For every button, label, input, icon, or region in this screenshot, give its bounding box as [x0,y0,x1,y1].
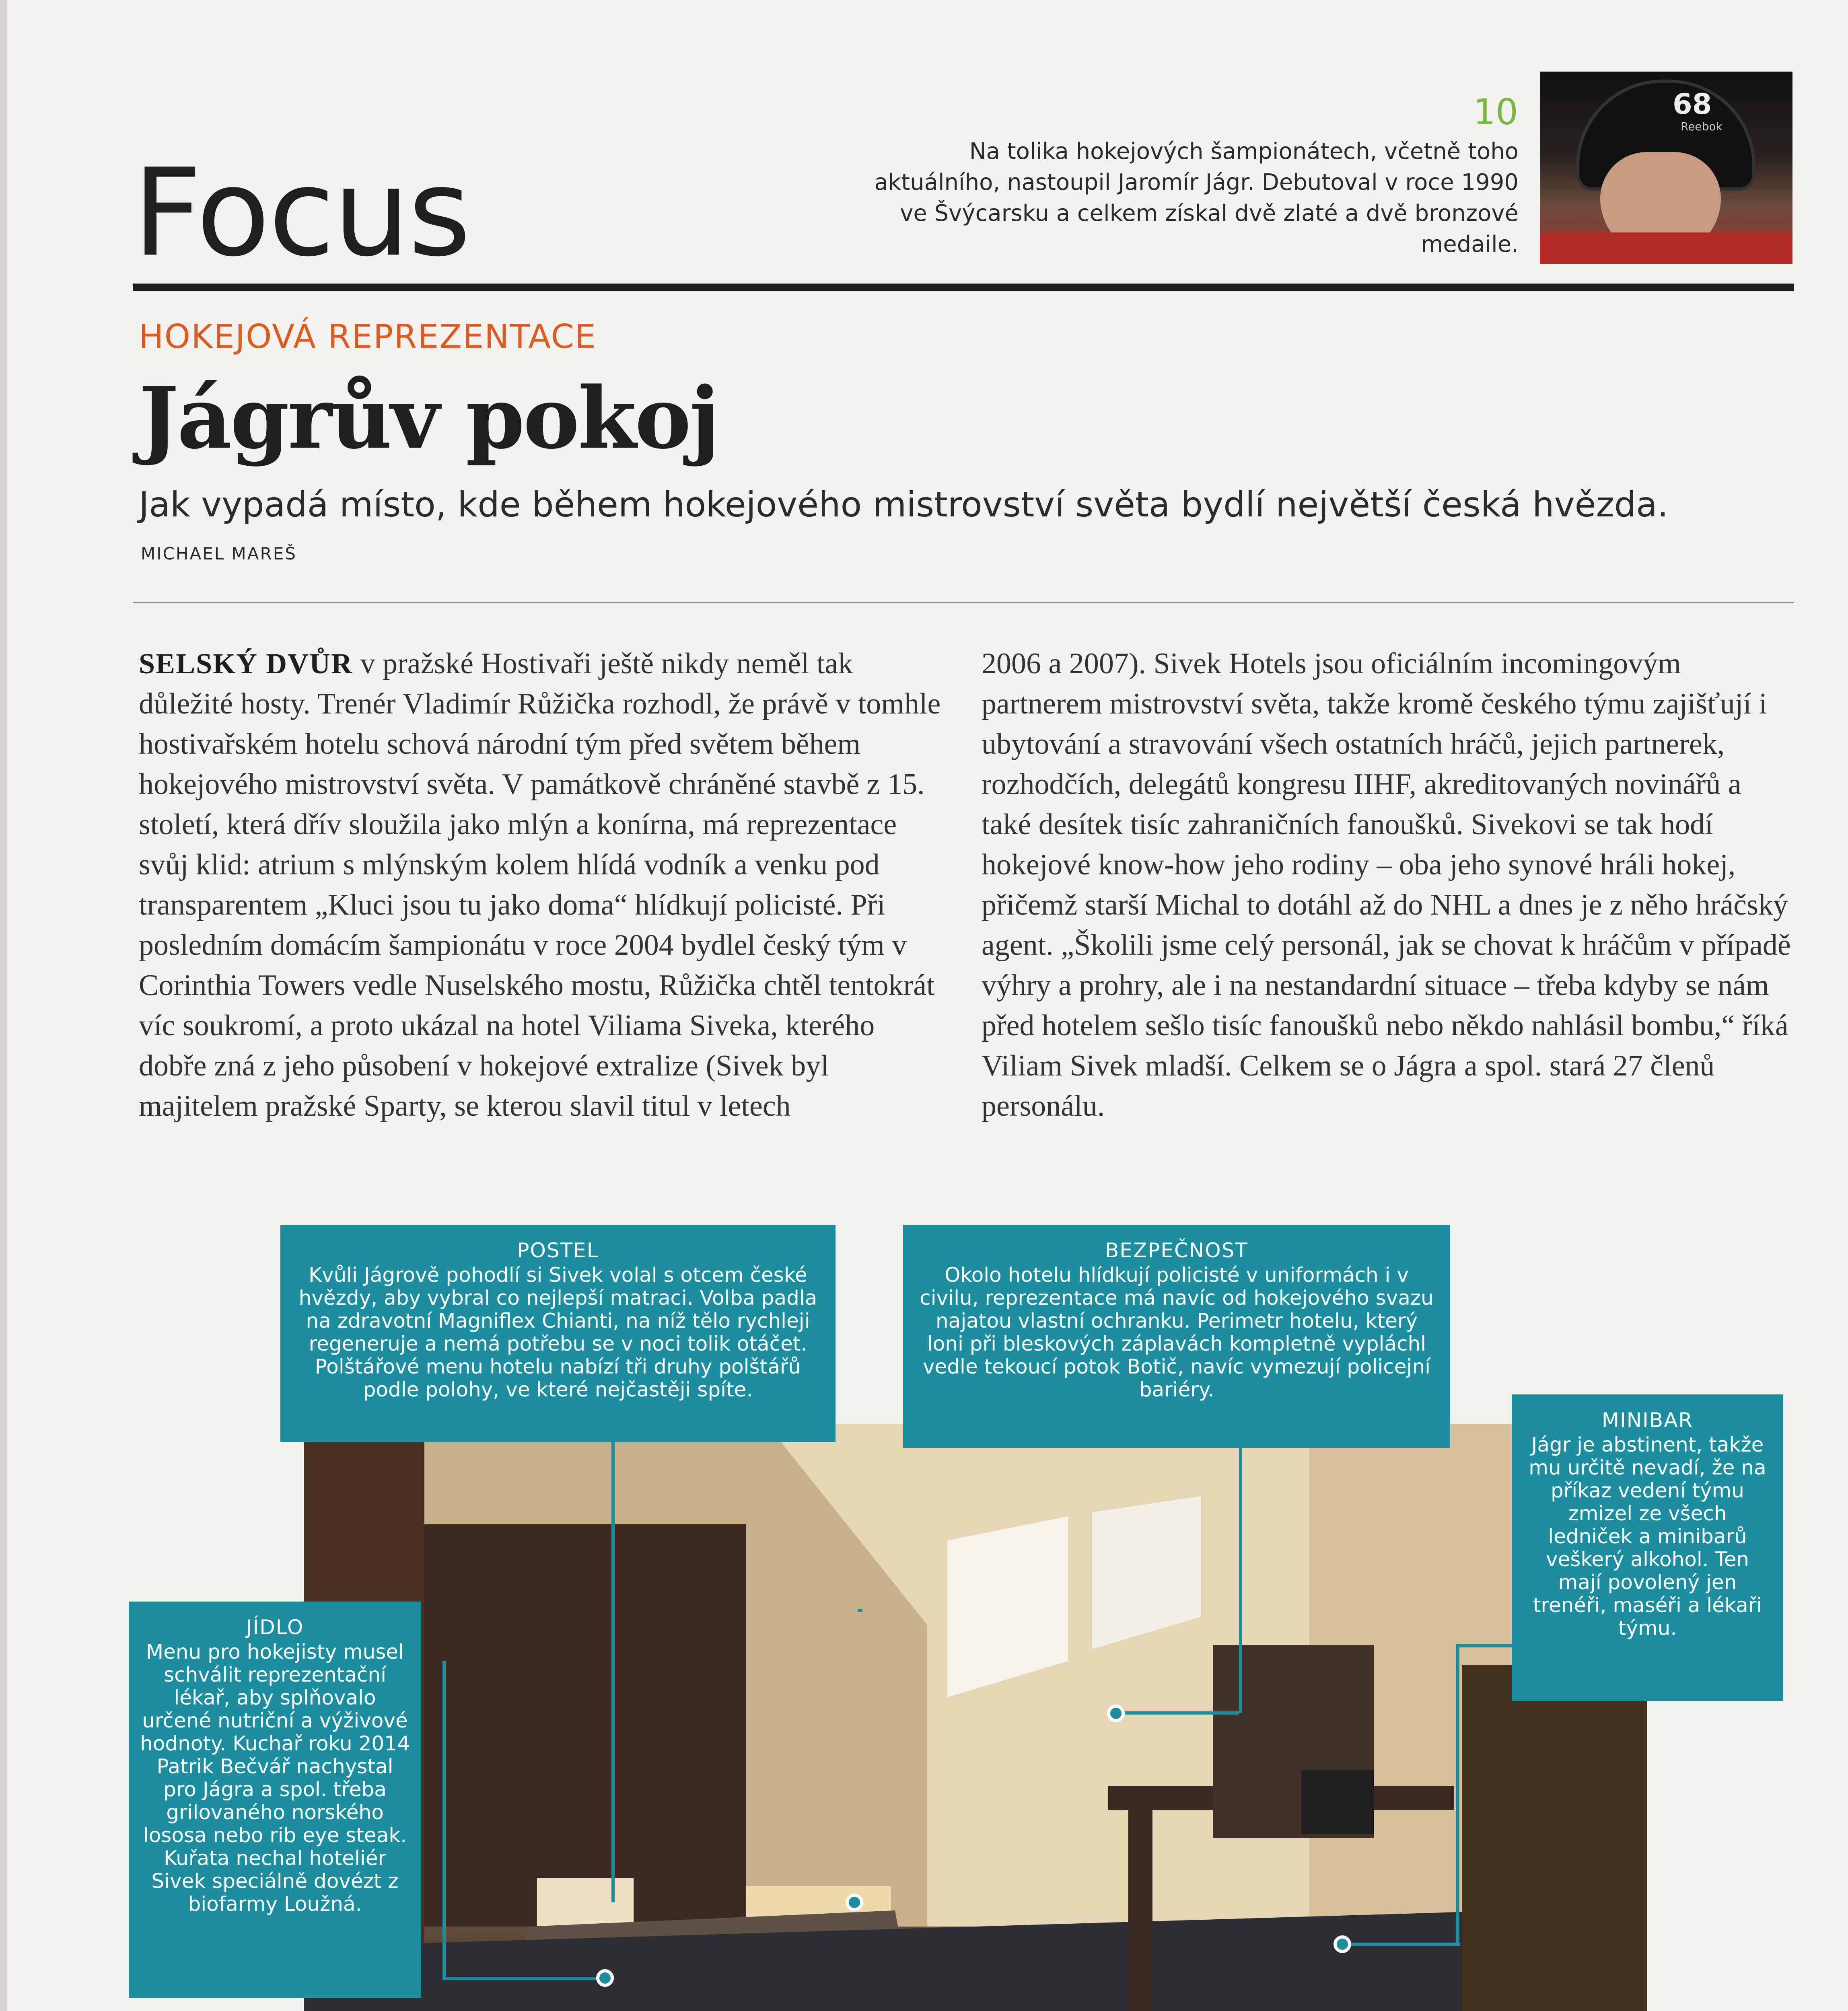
col1-text: v pražské Hostivaři ještě nikdy neměl tak důležité hosty. Trenér Vladimír Růžička rozhodl, že právě v tomhle hostivařském hotelu schová národní tým před světem během hokejového mistrovství světa. V památkově chráněné stavbě z 15. století, která dřív sloužila jako mlýn a konírna, má reprezentace svůj klid: atrium s mlýnským kolem hlídá vodník a venku pod transparentem „Kluci jsou tu jako doma“ hlídkují policisté. Při posledním domácím šampionátu v roce 2004 bydlel český tým v Corinthia Towers vedle Nuselského mostu, Růžička chtěl tentokrát víc soukromí, a proto ukázal na hotel Viliama Siveka, kterého dobře zná z jeho působení v hokejové extralize (Sivek byl majitelem pražské Sparty, se kterou slavil titul v letech [139,647,941,1123]
header-rule [133,284,1794,291]
callout-jidlo-text: Menu pro hokejisty musel schválit reprezentační lékař, aby splňovalo určené nutriční a výživové hodnoty. Kuchař roku 2014 Patrik Bečvář nachystal pro Jágra a spol. třeba grilovaného norského lososa nebo rib eye steak. Kuřata nechal hoteliér Sivek speciálně dovézt z biofarmy Loužná. [140,1640,410,1916]
room-illustration [304,1424,1647,2011]
callout-minibar [1512,1394,1783,1701]
bezpecnost-marker [1107,1705,1125,1722]
callout-minibar-title: MINIBAR [1601,1409,1694,1432]
callout-bezpecnost-title: BEZPEČNOST [1105,1239,1248,1262]
callout-minibar-text: Jágr je abstinent, takže mu určitě nevadí, že na příkaz vedení týmu zmizel ze všech ledniček a minibarů veškerý alkohol. Ten mají povolený jen trenéři, maséři a lékaři týmu. [1529,1433,1766,1640]
callout-jidlo-title: JÍDLO [246,1616,304,1639]
section-label: HOKEJOVÁ REPREZENTACE [139,318,597,356]
callout-postel-text: Kvůli Jágrově pohodlí si Sivek volal s otcem české hvězdy, aby vybral co nejlepší matraci. Volba padla na zdravotní Magniflex Chianti, na níž tělo rychleji regeneruje a nemá potřebu se v noci tolik otáčet. Polštářové menu hotelu nabízí tři druhy polštářů podle polohy, ve které nejčastěji spíte. [298,1263,817,1401]
helmet-number: 68 [1673,88,1712,121]
minibar-marker [1334,1935,1351,1953]
callout-bezpecnost-text: Okolo hotelu hlídkují policisté v uniformách i v civilu, reprezentace má navíc od hokejového svazu najatou vlastní ochranku. Perimetr hotelu, který loni při bleskových záplavách kompletně vypláchl vedle tekoucí potok Botič, navíc vymezují policejní bariéry. [920,1263,1434,1401]
jidlo-marker [596,1969,614,1987]
lead-words: SELSKÝ DVŮR [139,648,353,680]
headline: Jágrův pokoj [139,368,719,468]
stat-text: Na tolika hokejových šampionátech, včetně toho aktuálního, nastoupil Jaromír Jágr. Debutoval v roce 1990 ve Švýcarsku a celkem získal dvě zlaté a dvě bronzové medaile. [874,138,1519,257]
jidlo-leader-horizontal [442,1977,611,1980]
page-spine-shadow [0,0,7,2011]
callout-postel [280,1225,836,1442]
body-rule [133,602,1794,603]
postel-leader-line [611,1432,615,1902]
jersey-shape [1540,232,1792,264]
minibar-leader-top [1456,1644,1513,1647]
bezpecnost-leader-line [1239,1416,1242,1713]
body-column-1 [139,644,947,1126]
hotel-room-photo [304,1424,1647,2011]
deck: Jak vypadá místo, kde během hokejového mistrovství světa bydlí největší česká hvězda. [139,485,1669,525]
byline: MICHAEL MAREŠ [141,544,297,563]
callout-jidlo [129,1602,421,1998]
callout-postel-title: POSTEL [517,1239,599,1262]
minibar-leader-line [1456,1644,1459,1946]
minibar-leader-horizontal [1344,1943,1460,1946]
postel-marker [846,1894,863,1911]
callout-bezpecnost [903,1225,1450,1448]
bezpecnost-leader-horizontal [1118,1711,1239,1715]
body-column-2: 2006 a 2007). Sivek Hotels jsou oficiálním incomingovým partnerem mistrovství světa, takže kromě českého týmu zajišťují i ubytování a stravování všech ostatních hráčů, jejich partnerek, rozhodčích, delegátů kongresu IIHF, akreditovaných novinářů a také desítek tisíc zahraničních fanoušků. Sivekovi se tak hodí hokejové know-how jeho rodiny – oba jeho synové hráli hokej, přičemž starší Michal to dotáhl až do NHL a dnes je z něho hráčský agent. „Školili jsme celý personál, jak se chovat k hráčům v případě výhry a prohry, ale i na nestandardní situace – třeba kdyby se nám před hotelem sešlo tisíc fanoušků nebo někdo nahlásil bombu,“ říká Viliam Sivek mladší. Celkem se o Jágra a spol. stará 27 členů personálu. [982,647,1791,1123]
stat-number: 10 [1473,91,1518,133]
jagr-portrait-photo [1540,72,1792,264]
helmet-brand: Reebok [1681,120,1722,133]
postel-leader-stub [858,1609,862,1612]
jidlo-leader-line [442,1661,446,1979]
section-title: Focus [133,143,469,283]
